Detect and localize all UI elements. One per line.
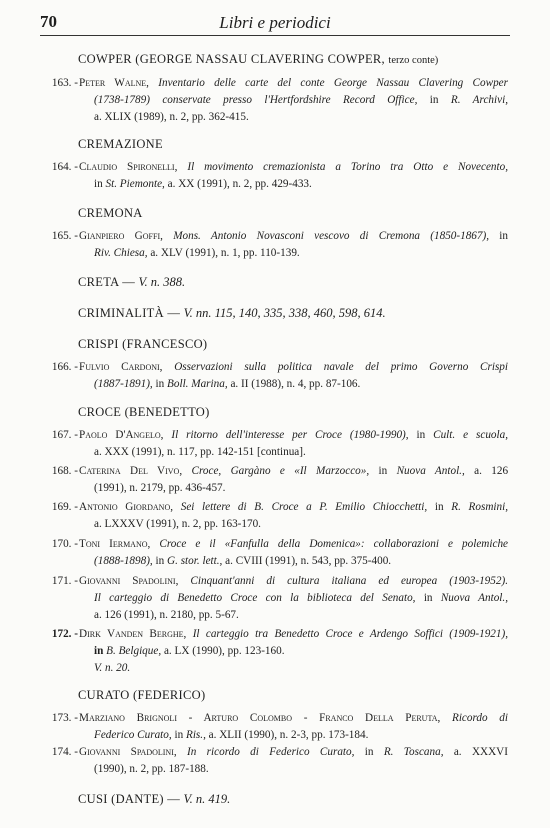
bibliography-entry-174: 174. - Giovanni Spadolini, In ricordo di Federico Curato, in R. Toscana, a. XXXVI (1990), n. 2, pp. 187-188. (40, 744, 508, 778)
section-heading-curato: CURATO (FEDERICO) (78, 688, 206, 702)
running-title: Libri e periodici (219, 13, 331, 32)
entry-number: 174. - (51, 746, 78, 758)
entry-title: Osservazioni sulla politica navale del primo Governo Crispi (174, 361, 508, 373)
entry-journal: R. Rosmini, (451, 501, 509, 513)
section-heading-cusi: CUSI (DANTE) — V. n. 419. (78, 792, 231, 806)
bibliography-entry-170: 170. - Toni Iermano, Croce e il «Fanfulla della Domenica»: collaborazioni e polemiche (1888-1898), in G. stor. lett., a. CVIII (1991), n. 543, pp. 375-400. (40, 536, 508, 570)
section-heading-cowper: COWPER (GEORGE NASSAU CLAVERING COWPER, terzo conte) (78, 52, 439, 66)
entry-number: 165. - (51, 230, 78, 242)
bibliography-entry-171: 171. - Giovanni Spadolini, Cinquant'anni di cultura italiana ed europea (1903-1952). Il carteggio di Benedetto Croce con la biblioteca del Senato, in Nuova Antol., a. 126 (1991), n. 2180, pp. 5-67. (40, 573, 508, 624)
entry-title: Il ritorno dell'interesse per Croce (1980-1990), (171, 429, 409, 441)
entry-author: Dirk Vanden Berghe, (79, 628, 187, 640)
entry-journal: Boll. Marina, (167, 378, 228, 390)
bibliography-entry-166: 166. - Fulvio Cardoni, Osservazioni sulla politica navale del primo Governo Crispi (1887-1891), in Boll. Marina, a. II (1988), n. 4, pp. 87-106. (40, 359, 508, 393)
entry-number: 163. - (51, 77, 78, 89)
bibliography-entry-164: 164. - Claudio Spironelli, Il movimento cremazionista a Torino tra Otto e Novecento, in St. Piemonte, a. XX (1991), n. 2, pp. 429-433. (40, 159, 508, 193)
entry-author: Peter Walne, (79, 77, 149, 89)
entry-author: Antonio Giordano, (79, 501, 174, 513)
entry-journal: Nuova Antol., (440, 592, 509, 604)
section-heading-crispi: CRISPI (FRANCESCO) (78, 337, 208, 351)
entry-title: Croce e il «Fanfulla della Domenica»: collaborazioni e polemiche (159, 538, 509, 550)
entry-journal: R. Toscana, (383, 746, 444, 758)
cross-reference: V. n. 419. (183, 792, 231, 806)
entry-journal: R. Archivi, (450, 94, 508, 106)
entry-author: Gianpiero Goffi, (79, 230, 163, 242)
entry-author: Paolo D'Angelo, (79, 429, 164, 441)
entry-title: In ricordo di Federico Curato, (187, 746, 355, 758)
bibliography-entry-172: 172. - Dirk Vanden Berghe, Il carteggio tra Benedetto Croce e Ardengo Soffici (1909-1921), in B. Belgique, a. LX (1990), pp. 123-160. V. n. 20. (40, 626, 508, 677)
entry-author: Giovanni Spadolini, (79, 746, 177, 758)
entry-author: Marziano Brignoli - Arturo Colombo - Franco Della Peruta, (79, 712, 441, 724)
section-heading-cremazione: CREMAZIONE (78, 137, 163, 151)
entry-author: Caterina Del Vivo, (79, 465, 183, 477)
entry-title: Il carteggio tra Benedetto Croce e Ardengo Soffici (1909-1921), (192, 628, 509, 640)
entry-number: 168. - (51, 465, 78, 477)
cross-reference: V. nn. 115, 140, 335, 338, 460, 598, 614. (183, 306, 386, 320)
bibliography-entry-163: 163. - Peter Walne, Inventario delle carte del conte George Nassau Clavering Cowper (1738-1789) conservate presso l'Hertfordshire Record Office, in R. Archivi, a. XLIX (1989), n. 2, pp. 362-415. (40, 75, 508, 126)
entry-number: 164. - (51, 161, 78, 173)
section-heading-croce: CROCE (BENEDETTO) (78, 405, 210, 419)
entry-author: Giovanni Spadolini, (79, 575, 179, 587)
entry-title: Ricordo di (451, 712, 509, 724)
page-number: 70 (40, 12, 57, 31)
entry-journal: G. stor. lett., (167, 555, 223, 567)
bibliography-entry-165: 165. - Gianpiero Goffi, Mons. Antonio Novasconi vescovo di Cremona (1850-1867), in Riv. Chiesa, a. XLV (1991), n. 1, pp. 110-139. (40, 228, 508, 262)
bibliography-entry-173: 173. - Marziano Brignoli - Arturo Colombo - Franco Della Peruta, Ricordo di Federico Curato, in Ris., a. XLII (1990), n. 2-3, pp. 173-184. (40, 710, 508, 744)
entry-number: 169. - (51, 501, 78, 513)
entry-title: Inventario delle carte del conte George Nassau Clavering Cowper (158, 77, 508, 89)
entry-title: Croce, Gargàno e «Il Marzocco», (191, 465, 370, 477)
entry-number: 172. - (51, 628, 78, 640)
section-heading-creta: CRETA — V. n. 388. (78, 275, 186, 289)
entry-author: Claudio Spironelli, (79, 161, 178, 173)
entry-number: 167. - (51, 429, 78, 441)
bibliography-entry-167: 167. - Paolo D'Angelo, Il ritorno dell'interesse per Croce (1980-1990), in Cult. e scuola, a. XXX (1991), n. 117, pp. 142-151 [continua]. (40, 427, 508, 461)
header-rule (40, 35, 510, 36)
entry-title: Sei lettere di B. Croce a P. Emilio Chiocchetti, (180, 501, 428, 513)
entry-journal: Riv. Chiesa, (94, 247, 148, 259)
bibliography-entry-168: 168. - Caterina Del Vivo, Croce, Gargàno e «Il Marzocco», in Nuova Antol., a. 126 (1991), n. 2179, pp. 436-457. (40, 463, 508, 497)
bibliography-entry-169: 169. - Antonio Giordano, Sei lettere di B. Croce a P. Emilio Chiocchetti, in R. Rosmini, a. LXXXV (1991), n. 2, pp. 163-170. (40, 499, 508, 533)
page-header (40, 12, 510, 34)
entry-journal: Nuova Antol., (396, 465, 465, 477)
section-heading-criminalita: CRIMINALITÀ — V. nn. 115, 140, 335, 338, 460, 598, 614. (78, 306, 386, 320)
section-heading-cremona: CREMONA (78, 206, 143, 220)
entry-journal: St. Piemonte, (105, 178, 165, 190)
entry-author: Fulvio Cardoni, (79, 361, 163, 373)
entry-journal: Cult. e scuola, (433, 429, 509, 441)
entry-number: 166. - (51, 361, 78, 373)
entry-title: Mons. Antonio Novasconi vescovo di Cremona (1850-1867), (173, 230, 490, 242)
cross-reference: V. n. 388. (138, 275, 186, 289)
entry-number: 170. - (51, 538, 78, 550)
entry-journal: B. Belgique, (106, 645, 162, 657)
entry-number: 173. - (51, 712, 78, 724)
cross-reference: V. n. 20. (94, 662, 131, 674)
entry-number: 171. - (51, 575, 78, 587)
entry-title: Cinquant'anni di cultura italiana ed europea (1903-1952). (190, 575, 508, 587)
entry-title: Il movimento cremazionista a Torino tra Otto e Novecento, (187, 161, 508, 173)
entry-author: Toni Iermano, (79, 538, 151, 550)
entry-journal: Ris., (185, 729, 206, 741)
